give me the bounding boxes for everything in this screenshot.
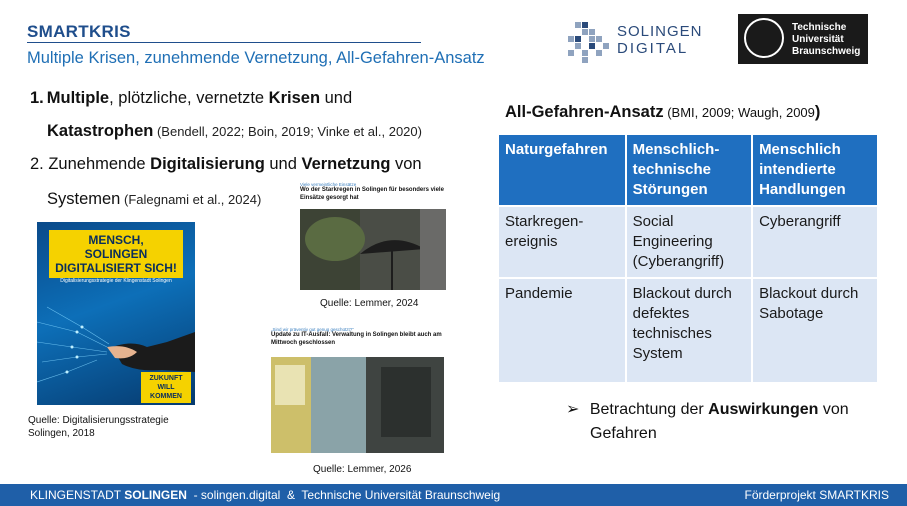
list-number-2: 2.: [30, 155, 44, 173]
solingen-logo-line2: DIGITAL: [617, 40, 689, 57]
tu-line1: Technische: [792, 22, 847, 33]
allgefahren-heading: [505, 103, 820, 122]
table-cell: Blackout durch Sabotage: [753, 279, 877, 382]
list-item-1-line2: [47, 122, 422, 141]
citation: (Bendell, 2022; Boin, 2019; Vinke et al., 2020): [153, 124, 422, 139]
tu-line2: Universität: [792, 34, 844, 45]
table-cell: Starkregen-ereignis: [499, 207, 625, 277]
list-text: , plötzliche, vernetzte: [109, 89, 269, 107]
list-bold-digitalisierung: Digitalisierung: [150, 155, 265, 173]
news1-kicker: Viele vermeintliche Einsätze: [300, 182, 357, 187]
table-header: Naturgefahren: [499, 135, 625, 205]
rain-photo: [300, 209, 446, 290]
conclusion-text: von: [818, 401, 849, 418]
news2-caption: Quelle: Lemmer, 2026: [313, 464, 412, 475]
table-row: [499, 207, 877, 277]
tu-seal-icon: [744, 18, 784, 58]
conclusion-bold: Auswirkungen: [708, 401, 819, 418]
footer-bold: SOLINGEN: [124, 488, 187, 502]
list-item-2-line2: [47, 190, 261, 209]
footer-right: Förderprojekt SMARTKRIS: [744, 488, 889, 502]
poster-badge: ZUKUNFT WILL KOMMEN: [141, 372, 191, 403]
table-cell: Pandemie: [499, 279, 625, 382]
solingen-logo-line1: SOLINGEN: [617, 23, 703, 40]
citation: (Falegnami et al., 2024): [120, 192, 262, 207]
news-clip-it-ausfall: [271, 327, 444, 453]
table-cell: Cyberangriff: [753, 207, 877, 277]
table-header: Menschlich intendierte Handlungen: [753, 135, 877, 205]
poster-image: [37, 222, 195, 405]
footer-text: - solingen.digital & Technische Universität Braunschweig: [186, 488, 501, 502]
poster-subtitle: Digitalisierungsstrategie der Klingenstadt Solingen: [60, 278, 172, 284]
list-item-2-line1: [30, 155, 422, 174]
office-door-photo: [271, 357, 444, 453]
list-item-1-line1: [30, 89, 352, 108]
list-bold-vernetzung: Vernetzung: [301, 155, 391, 173]
footer-left: [30, 488, 500, 502]
news2-headline: Update zu IT-Ausfall: Verwaltung in Solingen bleibt auch am Mittwoch geschlossen: [271, 332, 442, 346]
poster-line3: DIGITALISIERT SICH!: [55, 261, 177, 275]
conclusion-bullet: [566, 398, 886, 446]
footer-text: KLINGENSTADT: [30, 488, 125, 502]
table-header: Menschlich-technische Störungen: [627, 135, 751, 205]
list-number-1: 1.: [30, 89, 44, 107]
conclusion-text: Gefahren: [590, 425, 657, 442]
list-text: Zunehmende: [43, 155, 151, 173]
allgefahren-citation: (BMI, 2009; Waugh, 2009: [663, 105, 815, 120]
poster-headline: [49, 230, 183, 278]
poster-line1: MENSCH,: [88, 233, 144, 247]
news2-kicker: „Sind wir präventiv gut genug geschützt?“: [271, 327, 354, 332]
table-cell: Social Engineering (Cyberangriff): [627, 207, 751, 277]
table-header-row: [499, 135, 877, 205]
conclusion-text: Betrachtung der: [589, 401, 709, 418]
list-bold-krisen: Krisen: [268, 89, 321, 107]
table-cell: Blackout durch defektes technisches System: [627, 279, 751, 382]
table-row: [499, 279, 877, 382]
tu-logo-text: [792, 22, 860, 58]
allgefahren-title: All-Gefahren-Ansatz: [505, 103, 664, 121]
slide-subtitle: Multiple Krisen, zunehmende Vernetzung, All-Gefahren-Ansatz: [27, 49, 485, 67]
hazard-table: [497, 133, 879, 384]
news-clip-starkregen: [300, 182, 446, 290]
allgefahren-cite-close: ): [814, 103, 821, 121]
list-bold-katastrophen: Katastrophen: [47, 122, 154, 140]
tu-line3: Braunschweig: [792, 46, 861, 57]
header-divider: [27, 42, 421, 43]
news1-caption: Quelle: Lemmer, 2024: [320, 298, 419, 309]
list-bold-multiple: Multiple: [46, 89, 110, 107]
list-text: und: [320, 89, 353, 107]
list-text: und: [264, 155, 302, 173]
poster-line2: SOLINGEN: [84, 247, 148, 261]
list-text: von: [390, 155, 422, 173]
brand-title: SMARTKRIS: [27, 22, 131, 41]
list-text: Systemen: [47, 190, 121, 208]
news1-headline: Wo der Starkregen in Solingen für besonders viele Einsätze gesorgt hat: [300, 187, 444, 201]
poster-caption: Quelle: Digitalisierungsstrategie Solingen, 2018: [28, 415, 169, 439]
arrow-bullet-icon: ➢: [566, 401, 580, 418]
